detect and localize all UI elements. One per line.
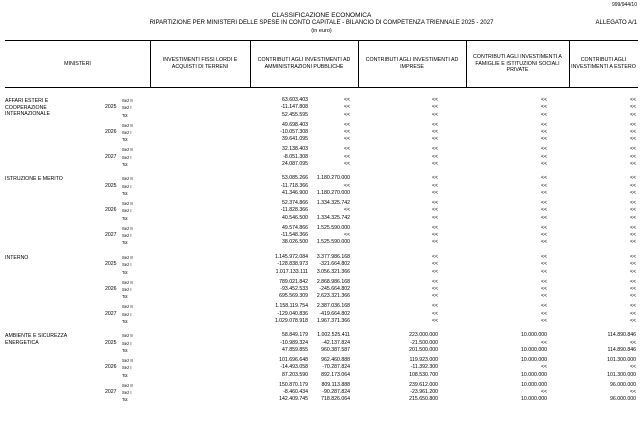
section-label: Sez I xyxy=(122,105,132,111)
table-cell: << xyxy=(540,364,547,371)
table-cell: << xyxy=(431,224,438,231)
table-cell: << xyxy=(629,389,636,395)
year-label: 2027 xyxy=(105,389,117,395)
table-cell: << xyxy=(431,278,438,285)
table-cell: -11.828.366 xyxy=(280,207,308,214)
table-cell: << xyxy=(540,136,547,143)
table-cell: << xyxy=(629,200,636,207)
table-row xyxy=(5,279,638,286)
table-cell: 1.017.133.111 xyxy=(275,268,308,275)
table-cell: 10.000.000 xyxy=(521,357,547,363)
section-label: Tot xyxy=(122,112,128,118)
allegato-label: ALLEGATO A/1 xyxy=(595,20,637,26)
table-cell: -8.460.434 xyxy=(283,389,308,395)
table-cell: 1.180.270.000 xyxy=(316,190,350,197)
table-cell: << xyxy=(431,190,438,197)
section-label: Tot xyxy=(122,372,128,378)
section-label: Tot xyxy=(122,137,128,143)
table-cell: << xyxy=(540,278,547,285)
table-row xyxy=(5,146,638,153)
table-cell: 52.455.595 xyxy=(282,111,308,118)
table-cell: -11.718.366 xyxy=(280,182,308,189)
section-label: Sez II xyxy=(122,147,133,153)
table-cell: 1.180.270.000 xyxy=(316,175,350,182)
table-row xyxy=(5,175,638,182)
table-cell: 2.387.036.168 xyxy=(316,303,350,310)
table-cell: 1.002.525.411 xyxy=(317,332,350,339)
section-label: Sez I xyxy=(122,208,132,214)
col-header-ministeri: MINISTERI xyxy=(64,60,91,67)
section-label: Tot xyxy=(122,348,128,354)
table-row xyxy=(5,261,638,268)
table-row xyxy=(5,364,638,371)
table-cell: << xyxy=(540,207,547,214)
table-cell: 142.409.745 xyxy=(279,396,308,403)
table-cell: -93.452.533 xyxy=(280,285,308,292)
table-cell: -8.051.308 xyxy=(283,153,308,160)
table-cell: << xyxy=(431,285,438,292)
report-subtitle: RIPARTIZIONE PER MINISTERI DELLE SPESE IN CONTO CAPITALE - BILANCIO DI COMPETENZA TRIENNALE 2025 - 2027 xyxy=(149,20,494,26)
ministry-name: INTERNO xyxy=(5,254,29,261)
table-cell: << xyxy=(431,303,438,310)
table-cell: -11.548.366 xyxy=(280,232,308,239)
table-row xyxy=(5,104,638,111)
table-cell: << xyxy=(629,239,636,246)
table-row xyxy=(5,311,638,318)
table-cell: 49.574.866 xyxy=(282,224,308,231)
table-cell: << xyxy=(629,317,636,324)
ministry-name: AMBIENTE E SICUREZZA ENERGETICA xyxy=(5,333,68,346)
table-cell: << xyxy=(540,310,547,317)
table-cell: 24.087.095 xyxy=(282,161,308,167)
table-cell: << xyxy=(431,310,438,317)
table-cell: << xyxy=(629,268,636,275)
table-cell: << xyxy=(629,146,636,153)
table-cell: 101.300.000 xyxy=(607,371,636,378)
table-cell: << xyxy=(629,104,636,111)
table-cell: << xyxy=(629,364,636,371)
table-cell: -14.493.058 xyxy=(280,364,308,371)
table-row xyxy=(5,357,638,364)
table-cell: -10.057.308 xyxy=(280,129,308,135)
table-row xyxy=(5,254,638,261)
table-cell: << xyxy=(540,261,547,268)
table-cell: 1.334.325.742 xyxy=(316,200,350,207)
table-cell: << xyxy=(431,207,438,214)
table-cell: << xyxy=(629,129,636,135)
table-cell: << xyxy=(629,153,636,160)
table-row xyxy=(5,154,638,161)
section-label: Sez II xyxy=(122,98,133,103)
table-row xyxy=(5,97,638,104)
table-cell: << xyxy=(629,285,636,292)
table-cell: << xyxy=(540,339,547,346)
table-cell: << xyxy=(540,129,547,135)
table-cell: 1.145.972.084 xyxy=(274,253,308,260)
table-cell: -21.500.000 xyxy=(410,339,438,346)
table-cell: << xyxy=(629,303,636,310)
table-cell: << xyxy=(629,261,636,268)
table-cell: 789.021.842 xyxy=(279,278,308,285)
table-cell: 1.334.325.742 xyxy=(316,214,350,221)
section-label: Sez II xyxy=(122,225,133,231)
table-cell: << xyxy=(540,175,547,182)
table-cell: 2.623.321.366 xyxy=(316,293,350,300)
table-cell: << xyxy=(431,200,438,207)
table-cell: 38.026.500 xyxy=(282,239,308,246)
table-cell: << xyxy=(431,317,438,324)
table-cell: 53.085.266 xyxy=(282,175,308,182)
table-row xyxy=(5,347,638,354)
document-id: 999/944/10 xyxy=(611,2,637,8)
table-cell: 10.000.000 xyxy=(521,332,547,339)
table-cell: << xyxy=(431,121,438,128)
table-cell: << xyxy=(629,111,636,118)
section-label: Sez II xyxy=(122,358,133,363)
table-cell: 3.056.321.366 xyxy=(316,268,350,275)
table-cell: 10.000.000 xyxy=(521,381,547,388)
table-cell: << xyxy=(540,285,547,292)
table-cell: 695.569.309 xyxy=(279,293,308,300)
year-label: 2026 xyxy=(105,207,117,214)
col-header-investimenti-fissi: INVESTIMENTI FISSI LORDI E ACQUISTI DI TERRENI xyxy=(162,57,238,70)
section-label: Sez I xyxy=(122,233,132,239)
table-cell: 201.500.000 xyxy=(409,347,438,354)
table-cell: << xyxy=(431,182,438,189)
table-cell: 101.300.000 xyxy=(607,357,636,363)
table-row xyxy=(5,239,638,246)
table-cell: << xyxy=(540,190,547,197)
year-label: 2025 xyxy=(105,104,117,111)
table-cell: << xyxy=(431,146,438,153)
table-cell: << xyxy=(540,146,547,153)
year-label: 2026 xyxy=(105,129,117,135)
table-cell: -321.664.802 xyxy=(319,261,350,268)
section-label: Tot xyxy=(122,162,128,167)
table-row xyxy=(5,207,638,214)
table-cell: << xyxy=(540,104,547,111)
year-label: 2027 xyxy=(105,310,117,317)
year-label: 2025 xyxy=(105,339,117,346)
year-label: 2026 xyxy=(105,285,117,292)
table-cell: << xyxy=(629,293,636,300)
table-cell: << xyxy=(343,182,350,189)
table-row xyxy=(5,293,638,300)
table-cell: << xyxy=(629,207,636,214)
table-cell: << xyxy=(629,97,636,103)
table-cell: -70.287.824 xyxy=(322,364,350,371)
table-cell: << xyxy=(540,121,547,128)
table-cell: 47.859.855 xyxy=(282,347,308,354)
table-cell: 119.923.000 xyxy=(409,357,438,363)
table-row xyxy=(5,318,638,325)
table-row xyxy=(5,200,638,207)
table-cell: 10.000.000 xyxy=(521,347,547,354)
section-label: Sez I xyxy=(122,390,132,395)
table-cell: 1.525.590.000 xyxy=(316,224,350,231)
table-row xyxy=(5,161,638,168)
table-row xyxy=(5,340,638,347)
section-label: Sez II xyxy=(122,304,133,310)
table-cell: << xyxy=(540,153,547,160)
section-label: Tot xyxy=(122,269,128,275)
section-label: Sez II xyxy=(122,201,133,207)
table-cell: << xyxy=(431,261,438,268)
section-label: Sez II xyxy=(122,254,133,260)
section-label: Tot xyxy=(122,294,128,300)
table-cell: << xyxy=(343,161,350,167)
table-row xyxy=(5,183,638,190)
report-title: CLASSIFICAZIONE ECONOMICA xyxy=(271,12,372,19)
table-cell: << xyxy=(540,161,547,167)
table-row xyxy=(5,136,638,143)
table-cell: 10.000.000 xyxy=(521,396,547,403)
table-cell: 239.612.000 xyxy=(409,381,438,388)
table-cell: 108.530.700 xyxy=(409,371,438,378)
table-cell: 1.525.590.000 xyxy=(316,239,350,246)
table-cell: 10.000.000 xyxy=(521,371,547,378)
table-cell: 49.698.403 xyxy=(282,121,308,128)
table-cell: << xyxy=(343,129,350,135)
table-cell: 96.000.000 xyxy=(610,396,636,403)
table-row xyxy=(5,122,638,129)
table-cell: 39.641.095 xyxy=(282,136,308,143)
section-label: Tot xyxy=(122,191,128,197)
table-cell: -128.838.973 xyxy=(277,261,308,268)
table-cell: << xyxy=(343,232,350,239)
table-cell: 215.650.800 xyxy=(409,396,438,403)
table-cell: << xyxy=(431,136,438,143)
table-cell: << xyxy=(540,253,547,260)
table-cell: 96.000.000 xyxy=(610,381,636,388)
table-row xyxy=(5,129,638,136)
table-cell: -23.961.200 xyxy=(410,389,438,395)
table-cell: -11.147.808 xyxy=(280,104,308,111)
section-label: Sez II xyxy=(122,279,133,285)
table-row xyxy=(5,286,638,293)
table-cell: 2.868.986.168 xyxy=(316,278,350,285)
table-cell: 3.377.986.168 xyxy=(316,253,350,260)
table-cell: 101.696.648 xyxy=(279,357,308,363)
table-cell: << xyxy=(343,207,350,214)
table-cell: 114.890.846 xyxy=(607,332,636,339)
section-label: Sez II xyxy=(122,122,133,128)
table-cell: << xyxy=(540,293,547,300)
table-cell: << xyxy=(629,253,636,260)
section-label: Sez I xyxy=(122,183,132,189)
section-label: Sez II xyxy=(122,333,133,339)
table-cell: << xyxy=(629,214,636,221)
table-cell: << xyxy=(540,317,547,324)
table-cell: -419.664.802 xyxy=(319,310,350,317)
table-cell: 63.603.403 xyxy=(282,97,308,103)
table-cell: << xyxy=(629,182,636,189)
year-label: 2027 xyxy=(105,232,117,239)
table-cell: << xyxy=(629,121,636,128)
table-cell: << xyxy=(343,97,350,103)
table-row xyxy=(5,396,638,403)
section-label: Sez I xyxy=(122,340,132,346)
table-cell: -90.287.824 xyxy=(322,389,350,395)
section-label: Sez II xyxy=(122,176,133,182)
section-label: Tot xyxy=(122,215,128,221)
table-row xyxy=(5,215,638,222)
section-label: Sez II xyxy=(122,382,133,388)
table-cell: 150.870.179 xyxy=(279,381,308,388)
year-label: 2026 xyxy=(105,364,117,371)
section-label: Sez I xyxy=(122,311,132,317)
col-header-contributi-amministrazioni: CONTRIBUTI AGLI INVESTIMENTI AD AMMINISTRAZIONI PUBBLICHE xyxy=(257,57,351,70)
table-cell: << xyxy=(343,104,350,111)
table-cell: -129.040.836 xyxy=(277,310,308,317)
table-cell: 41.346.900 xyxy=(282,190,308,197)
table-row xyxy=(5,269,638,276)
table-cell: << xyxy=(431,214,438,221)
table-cell: << xyxy=(629,175,636,182)
table-cell: << xyxy=(431,268,438,275)
table-cell: << xyxy=(629,190,636,197)
table-cell: << xyxy=(629,136,636,143)
table-cell: << xyxy=(431,253,438,260)
table-cell: << xyxy=(540,239,547,246)
table-cell: -245.664.802 xyxy=(319,285,350,292)
table-cell: 40.546.500 xyxy=(282,214,308,221)
table-row xyxy=(5,389,638,396)
table-cell: << xyxy=(629,161,636,167)
section-label: Sez I xyxy=(122,365,132,371)
section-label: Sez I xyxy=(122,286,132,292)
section-label: Sez I xyxy=(122,262,132,268)
table-cell: << xyxy=(540,200,547,207)
ministry-name: AFFARI ESTERI E COOPERAZIONE INTERNAZIONALE xyxy=(5,98,50,117)
col-header-contributi-estero: CONTRIBUTI AGLI INVESTIMENTI A ESTERO xyxy=(571,57,636,70)
table-cell: << xyxy=(431,239,438,246)
table-cell: 114.890.846 xyxy=(607,347,636,354)
table-cell: 962.460.888 xyxy=(321,357,350,363)
table-row xyxy=(5,382,638,389)
section-label: Tot xyxy=(122,240,128,246)
table-cell: << xyxy=(431,129,438,135)
table-header xyxy=(5,40,638,88)
table-cell: << xyxy=(540,97,547,103)
table-cell: 892.173.064 xyxy=(321,371,350,378)
table-cell: << xyxy=(629,224,636,231)
table-cell: << xyxy=(540,268,547,275)
table-cell: << xyxy=(343,121,350,128)
table-cell: 1.967.371.366 xyxy=(316,317,350,324)
table-row xyxy=(5,332,638,339)
table-row xyxy=(5,372,638,379)
table-cell: << xyxy=(343,153,350,160)
table-cell: << xyxy=(540,214,547,221)
table-cell: << xyxy=(431,104,438,111)
table-cell: 1.029.078.918 xyxy=(274,317,308,324)
table-row xyxy=(5,112,638,119)
table-cell: << xyxy=(431,293,438,300)
year-label: 2027 xyxy=(105,153,117,160)
table-cell: -11.392.300 xyxy=(410,364,438,371)
col-header-contributi-imprese: CONTRIBUTI AGLI INVESTIMENTI AD IMPRESE xyxy=(365,57,459,70)
table-cell: << xyxy=(431,153,438,160)
year-label: 2025 xyxy=(105,261,117,268)
section-label: Sez I xyxy=(122,154,132,160)
table-cell: 718.826.064 xyxy=(321,396,350,403)
table-cell: << xyxy=(540,182,547,189)
table-cell: -42.137.824 xyxy=(322,339,350,346)
col-header-contributi-famiglie: CONTRIBUTI AGLI INVESTIMENTI A FAMIGLIE E ISTITUZIONI SOCIALI PRIVATE xyxy=(473,54,562,74)
table-cell: 58.849.179 xyxy=(282,332,308,339)
table-row xyxy=(5,232,638,239)
data-table xyxy=(5,97,638,444)
table-cell: << xyxy=(343,146,350,153)
ministry-name: ISTRUZIONE E MERITO xyxy=(5,176,63,183)
table-cell: << xyxy=(431,161,438,167)
table-cell: << xyxy=(540,389,547,395)
table-cell: << xyxy=(431,97,438,103)
table-cell: << xyxy=(343,111,350,118)
table-cell: << xyxy=(540,224,547,231)
table-cell: << xyxy=(431,111,438,118)
table-cell: 87.203.590 xyxy=(282,371,308,378)
table-cell: 960.387.587 xyxy=(321,347,350,354)
table-cell: << xyxy=(629,232,636,239)
table-cell: 809.113.888 xyxy=(321,381,350,388)
table-cell: -10.989.324 xyxy=(280,339,308,346)
table-cell: << xyxy=(629,339,636,346)
table-cell: 52.374.866 xyxy=(282,200,308,207)
table-row xyxy=(5,225,638,232)
table-cell: << xyxy=(540,303,547,310)
section-label: Sez I xyxy=(122,130,132,135)
table-cell: 32.138.403 xyxy=(282,146,308,153)
table-cell: 1.158.119.754 xyxy=(275,303,308,310)
section-label: Tot xyxy=(122,397,128,403)
table-cell: << xyxy=(343,136,350,143)
year-label: 2025 xyxy=(105,182,117,189)
table-row xyxy=(5,303,638,310)
table-cell: << xyxy=(431,175,438,182)
table-row xyxy=(5,190,638,197)
table-cell: << xyxy=(431,232,438,239)
table-cell: << xyxy=(629,310,636,317)
table-cell: << xyxy=(540,232,547,239)
table-cell: << xyxy=(629,278,636,285)
units-note: (in euro) xyxy=(311,28,332,34)
section-label: Tot xyxy=(122,318,128,324)
table-cell: << xyxy=(540,111,547,118)
table-cell: 223.000.000 xyxy=(409,332,438,339)
